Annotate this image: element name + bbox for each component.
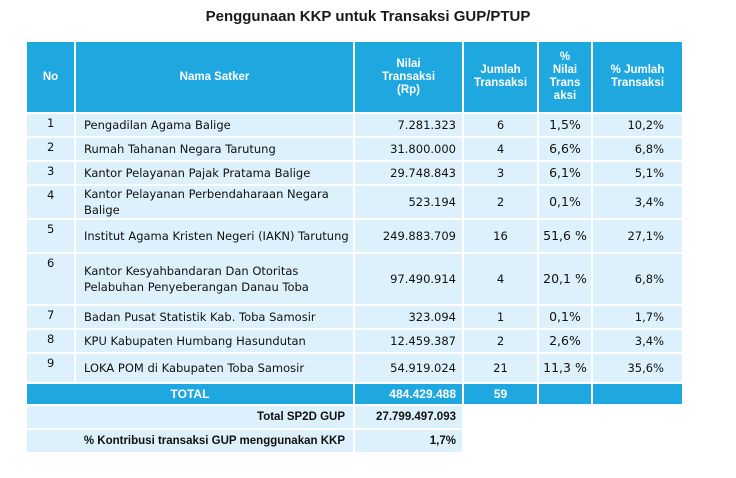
nilai-transaksi: 31.800.000 xyxy=(354,137,463,161)
total-sp2d-value: 27.799.497.093 xyxy=(354,405,463,429)
jumlah-transaksi: 2 xyxy=(463,329,538,353)
header-pct-nilai: % Nilai Trans aksi xyxy=(538,41,592,113)
table-row xyxy=(26,353,683,383)
jumlah-transaksi: 21 xyxy=(463,353,538,383)
jumlah-transaksi: 4 xyxy=(463,253,538,305)
satker-name: Kantor Pelayanan Pajak Pratama Balige xyxy=(75,161,354,185)
pct-jumlah-transaksi: 5,1% xyxy=(592,161,683,185)
table-row xyxy=(26,113,683,137)
jumlah-transaksi: 2 xyxy=(463,185,538,219)
pct-nilai-transaksi: 6,1% xyxy=(538,161,592,185)
nilai-transaksi: 12.459.387 xyxy=(354,329,463,353)
header-no: No xyxy=(26,41,75,113)
header-nama-satker: Nama Satker xyxy=(75,41,354,113)
satker-name: LOKA POM di Kabupaten Toba Samosir xyxy=(75,353,354,383)
gup-transaction-table xyxy=(25,40,684,454)
satker-name: Badan Pusat Statistik Kab. Toba Samosir xyxy=(75,305,354,329)
table-row xyxy=(26,219,683,253)
satker-name: Institut Agama Kristen Negeri (IAKN) Tarutung xyxy=(75,219,354,253)
satker-name: KPU Kabupaten Humbang Hasundutan xyxy=(75,329,354,353)
pct-nilai-transaksi: 11,3 % xyxy=(538,353,592,383)
nilai-transaksi: 7.281.323 xyxy=(354,113,463,137)
row-number: 3 xyxy=(26,161,75,185)
row-number: 8 xyxy=(26,329,75,353)
row-number: 9 xyxy=(26,353,75,383)
total-jumlah: 59 xyxy=(463,383,538,405)
total-nilai: 484.429.488 xyxy=(354,383,463,405)
kontribusi-value: 1,7% xyxy=(354,429,463,453)
row-number: 7 xyxy=(26,305,75,329)
total-row xyxy=(26,383,683,405)
total-sp2d-row xyxy=(26,405,683,429)
pct-jumlah-transaksi: 27,1% xyxy=(592,219,683,253)
table-row xyxy=(26,185,683,219)
nilai-transaksi: 249.883.709 xyxy=(354,219,463,253)
row-number: 1 xyxy=(26,113,75,137)
row-number: 4 xyxy=(26,185,75,219)
pct-nilai-transaksi: 6,6% xyxy=(538,137,592,161)
satker-name: Rumah Tahanan Negara Tarutung xyxy=(75,137,354,161)
nilai-transaksi: 523.194 xyxy=(354,185,463,219)
total-sp2d-label: Total SP2D GUP xyxy=(26,405,354,429)
pct-nilai-transaksi: 2,6% xyxy=(538,329,592,353)
nilai-transaksi: 29.748.843 xyxy=(354,161,463,185)
pct-jumlah-transaksi: 3,4% xyxy=(592,329,683,353)
jumlah-transaksi: 4 xyxy=(463,137,538,161)
pct-nilai-transaksi: 20,1 % xyxy=(538,253,592,305)
total-pct-jumlah xyxy=(592,383,683,405)
pct-nilai-transaksi: 0,1% xyxy=(538,305,592,329)
table-row xyxy=(26,329,683,353)
satker-name: Kantor Kesyahbandaran Dan Otoritas Pelabuhan Penyeberangan Danau Toba xyxy=(75,253,354,305)
nilai-transaksi: 54.919.024 xyxy=(354,353,463,383)
table-row xyxy=(26,305,683,329)
nilai-transaksi: 97.490.914 xyxy=(354,253,463,305)
table-header-row xyxy=(26,41,683,113)
header-jumlah-transaksi: Jumlah Transaksi xyxy=(463,41,538,113)
kontribusi-row xyxy=(26,429,683,453)
row-number: 5 xyxy=(26,219,75,253)
row-number: 6 xyxy=(26,253,75,305)
table-row xyxy=(26,253,683,305)
row-number: 2 xyxy=(26,137,75,161)
pct-jumlah-transaksi: 6,8% xyxy=(592,253,683,305)
jumlah-transaksi: 6 xyxy=(463,113,538,137)
page-title: Penggunaan KKP untuk Transaksi GUP/PTUP xyxy=(205,8,531,25)
total-pct-nilai xyxy=(538,383,592,405)
nilai-transaksi: 323.094 xyxy=(354,305,463,329)
pct-jumlah-transaksi: 10,2% xyxy=(592,113,683,137)
pct-jumlah-transaksi: 35,6% xyxy=(592,353,683,383)
pct-jumlah-transaksi: 6,8% xyxy=(592,137,683,161)
pct-nilai-transaksi: 1,5% xyxy=(538,113,592,137)
jumlah-transaksi: 1 xyxy=(463,305,538,329)
pct-nilai-transaksi: 0,1% xyxy=(538,185,592,219)
jumlah-transaksi: 3 xyxy=(463,161,538,185)
kontribusi-label: % Kontribusi transaksi GUP menggunakan KKP xyxy=(26,429,354,453)
pct-jumlah-transaksi: 1,7% xyxy=(592,305,683,329)
header-nilai-transaksi: Nilai Transaksi (Rp) xyxy=(354,41,463,113)
jumlah-transaksi: 16 xyxy=(463,219,538,253)
table-row xyxy=(26,161,683,185)
total-label: TOTAL xyxy=(26,383,354,405)
pct-jumlah-transaksi: 3,4% xyxy=(592,185,683,219)
header-pct-jumlah: % Jumlah Transaksi xyxy=(592,41,683,113)
pct-nilai-transaksi: 51,6 % xyxy=(538,219,592,253)
satker-name: Kantor Pelayanan Perbendaharaan Negara Balige xyxy=(75,185,354,219)
table-row xyxy=(26,137,683,161)
satker-name: Pengadilan Agama Balige xyxy=(75,113,354,137)
